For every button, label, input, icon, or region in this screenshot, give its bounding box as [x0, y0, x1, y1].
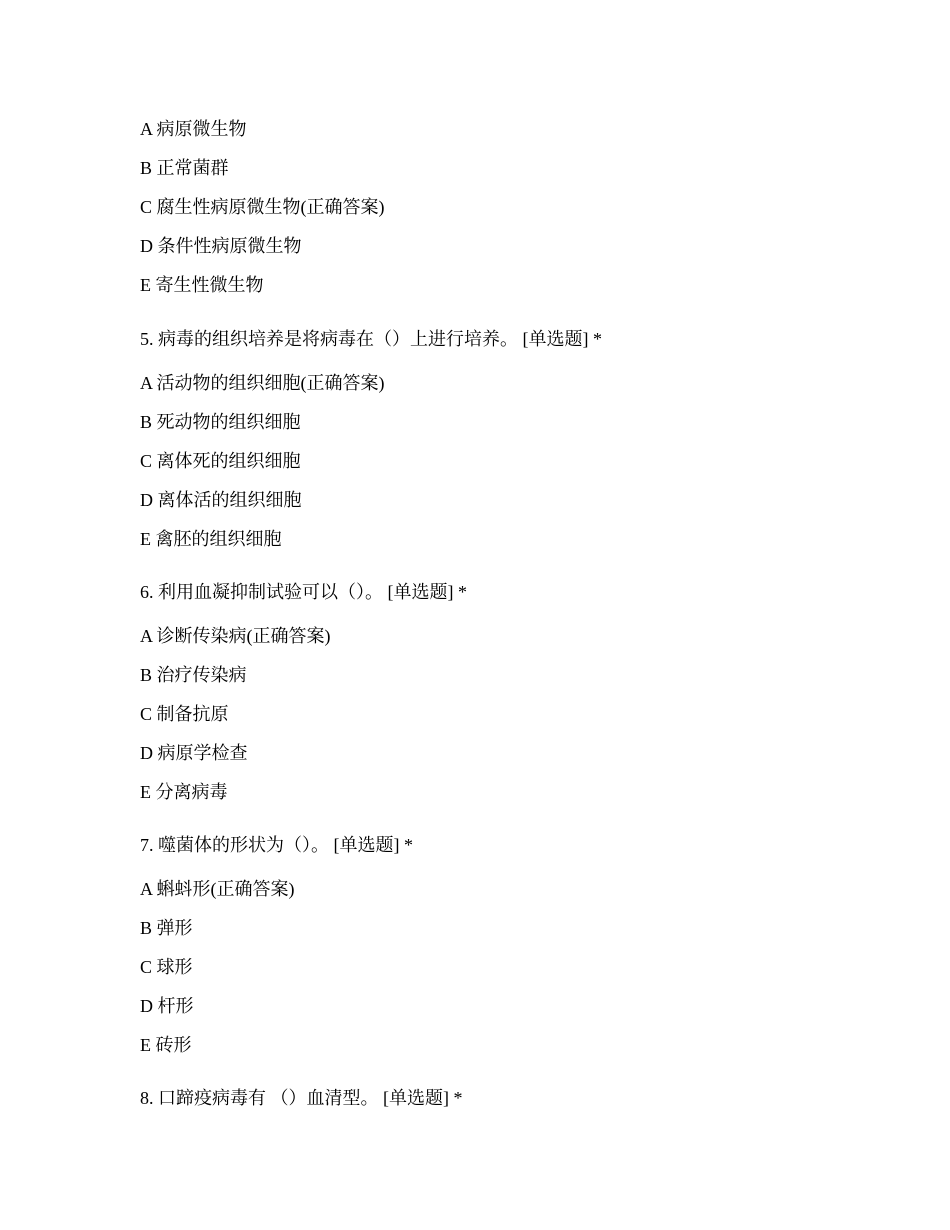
q6-option-b: B 治疗传染病: [140, 665, 247, 685]
question-5: 5. 病毒的组织培养是将病毒在（）上进行培养。 [单选题] *: [140, 329, 602, 349]
q5-option-b: B 死动物的组织细胞: [140, 412, 301, 432]
q6-option-c: C 制备抗原: [140, 704, 229, 724]
q6-option-a: A 诊断传染病(正确答案): [140, 626, 331, 646]
option-a: A 病原微生物: [140, 119, 247, 139]
q6-option-d: D 病原学检查: [140, 743, 248, 763]
question-8: 8. 口蹄疫病毒有 （）血清型。 [单选题] *: [140, 1088, 463, 1108]
q7-option-d: D 杆形: [140, 996, 194, 1016]
q7-option-c: C 球形: [140, 957, 193, 977]
option-c: C 腐生性病原微生物(正确答案): [140, 197, 385, 217]
q7-option-b: B 弹形: [140, 918, 193, 938]
question-6: 6. 利用血凝抑制试验可以（）。 [单选题] *: [140, 582, 467, 602]
option-b: B 正常菌群: [140, 158, 229, 178]
q7-option-a: A 蝌蚪形(正确答案): [140, 879, 295, 899]
q5-option-c: C 离体死的组织细胞: [140, 451, 301, 471]
q5-option-d: D 离体活的组织细胞: [140, 490, 302, 510]
q6-option-e: E 分离病毒: [140, 782, 228, 802]
option-e: E 寄生性微生物: [140, 275, 264, 295]
q7-option-e: E 砖形: [140, 1035, 192, 1055]
option-d: D 条件性病原微生物: [140, 236, 302, 256]
question-7: 7. 噬菌体的形状为（）。 [单选题] *: [140, 835, 413, 855]
q5-option-e: E 禽胚的组织细胞: [140, 529, 282, 549]
q5-option-a: A 活动物的组织细胞(正确答案): [140, 373, 385, 393]
